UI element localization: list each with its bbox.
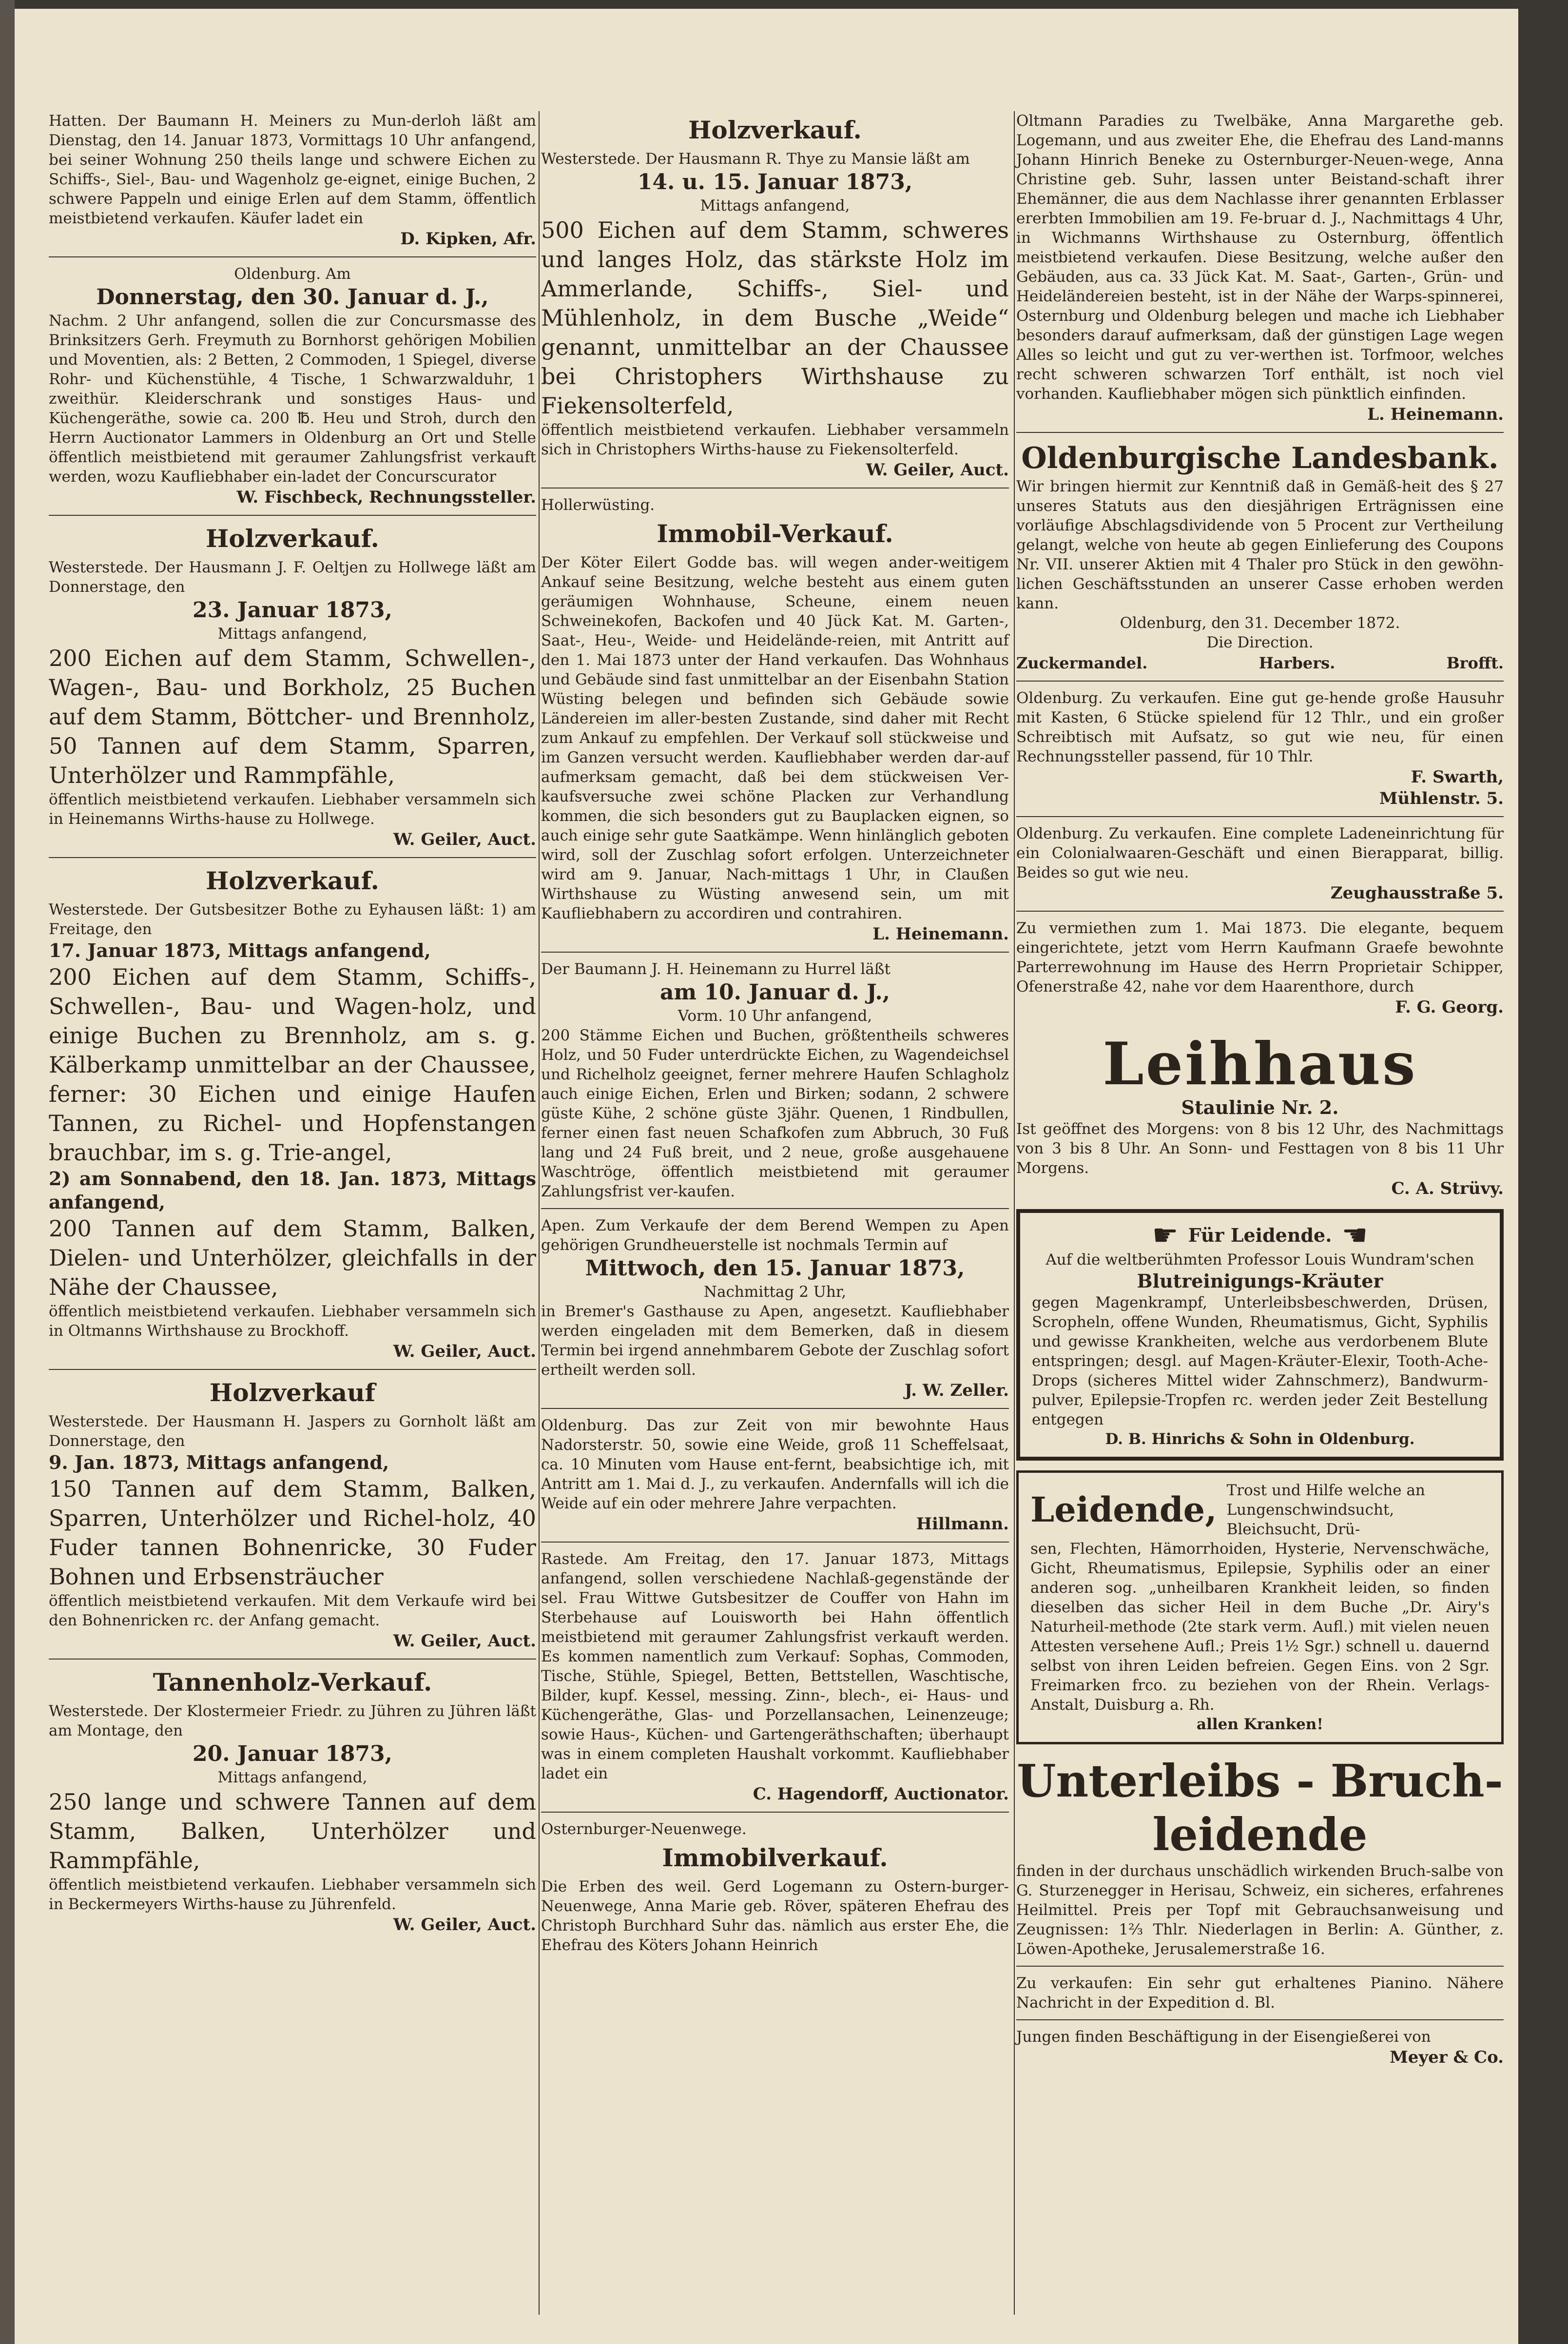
divider <box>1016 816 1504 817</box>
ad-swarth-addr: Mühlenstr. 5. <box>1379 789 1504 808</box>
ad-juehren-date: 20. Januar 1873, <box>193 1741 392 1766</box>
ad-bothe-date2: 2) am Sonnabend, den 18. Jan. 1873, Mittags anfangend, <box>49 1168 536 1213</box>
ad-pianino-text: Zu verkaufen: Ein sehr gut erhaltenes Pianino. Nähere Nachricht in der Expedition d. Bl. <box>1016 1974 1504 2012</box>
ad-heinemann-text: 200 Stämme Eichen und Buchen, größtentheils schweres Holz, und 50 Fuder unterdrückte Eichen, zu Wagendeichsel und Richelholz geeignet, ferner mehrere Haufen Schlagholz auch einige Eichen, Erlen und Birken; sodann, 2 schwere güste Kühe, 2 schöne güste 3jähr. Quenen, 1 Rindbullen, ferner einen fast neuen Schafkofen zum Abbruch, 30 Fuß lang und 24 Fuß breit, und 2 neue, große ausgehauene Waschtröge, öffentlich meistbietend mit geraumer Zahlungsfrist ver-kaufen. <box>541 1027 1009 1200</box>
ad-thye-sig: W. Geiler, Auct. <box>866 460 1009 480</box>
leihhaus-address: Staulinie Nr. 2. <box>1181 1096 1339 1118</box>
ad-jaspers-sig: W. Geiler, Auct. <box>393 1631 536 1651</box>
ad-swarth-sig: F. Swarth, <box>1411 767 1504 787</box>
ad-bothe-items1: 200 Eichen auf dem Stamm, Schiffs-, Schwellen-, Bau- und Wagen-holz, und einige Buchen zu Brennholz, am s. g. Kälberkamp unmittelbar an der Chaussee, ferner: 30 Eichen und einige Haufen Tannen, zu Richel- und Hopfenstangen brauchbar, im s. g. Trie-angel, <box>49 964 536 1166</box>
ad-juehren-sig: W. Geiler, Auct. <box>393 1915 536 1934</box>
ad-logemann-place: Osternburger-Neuenwege. <box>541 1820 747 1838</box>
kraeuter-title: Blutreinigungs-Kräuter <box>1137 1270 1383 1292</box>
ad-bothe-intro: Westerstede. Der Gutsbesitzer Bothe zu Eyhausen läßt: 1) am Freitage, den <box>49 901 536 938</box>
ad-jaspers-intro: Westerstede. Der Hausmann H. Jaspers zu Gornholt läßt am Donnerstage, den <box>49 1413 536 1450</box>
kraeuter-text: gegen Magenkrampf, Unterleibsbeschwerden, Drüsen, Scropheln, offene Wunden, Rheumatismus, Gicht, Syphilis und gewisse Krankheiten, welche aus verdorbenem Blute entspringen; desgl. auf Magen-Kräuter-Elexir, Tooth-Ache-Drops (sicheres Mittel wider Zahnschmerz), Bandwurm-pulver, Epilepsie-Tropfen rc. werden jeder Zeit Bestellung entgegen <box>1032 1294 1488 1428</box>
divider <box>1016 432 1504 433</box>
leidende-heading: Leidende, <box>1030 1489 1217 1530</box>
ad-concurs-date: Donnerstag, den 30. Januar d. J., <box>96 285 489 310</box>
divider <box>49 857 536 858</box>
ad-hahn-text: Rastede. Am Freitag, den 17. Januar 1873, Mittags anfangend, sollen verschiedene Nachlaß-gegenstände der sel. Frau Wittwe Gutsbesitzer de Couffer von Hahn im Sterbehause auf Louisworth bei Hahn öffentlich meistbietend mit geraumer Zahlungsfrist verkauft werden. Es kommen namentlich zum Verkauf: Sophas, Commoden, Tische, Stühle, Spiegel, Betten, Bettstellen, Waschtische, Bilder, kupf. Kessel, messing. Zinn-, blech-, ei- Haus- und Küchengeräthe, Glas- und Porzellansachen, Leinenzeuge; sowie Haus-, Küchen- und Gartengeräthschaften; überhaupt was in einem completen Haushalt vorkommt. Kaufliebhaber ladet ein <box>541 1550 1009 1782</box>
ad-meiners-sig: D. Kipken, Afr. <box>400 229 536 249</box>
ad-bothe-heading: Holzverkauf. <box>206 866 379 895</box>
ad-oeltjen-outro: öffentlich meistbietend verkaufen. Liebhaber versammeln sich in Heinemanns Wirths-hause zu Hollwege. <box>49 791 536 828</box>
ad-oeltjen-items: 200 Eichen auf dem Stamm, Schwellen-, Wagen-, Bau- und Borkholz, 25 Buchen auf dem Stamm, Böttcher- und Brennholz, 50 Tannen auf dem Stamm, Sparren, Unterhölzer und Rammpfähle, <box>49 645 536 788</box>
ad-wempen-intro: Apen. Zum Verkaufe der dem Berend Wempen zu Apen gehörigen Grundheuerstelle ist nochmals Termin auf <box>541 1217 1009 1254</box>
ad-logemann-heading: Immobilverkauf. <box>662 1843 888 1872</box>
landesbank-direction: Die Direction. <box>1206 634 1314 651</box>
ad-hahn-sig: C. Hagendorff, Auctionator. <box>753 1784 1009 1804</box>
ad-hillmann-text: Oldenburg. Das zur Zeit von mir bewohnte Haus Nadorsterstr. 50, sowie eine Weide, groß 11 Scheffelsaat, ca. 10 Minuten vom Hause ent-fernt, beabsichtige ich, mit Antritt am 1. Mai d. J., zu verkaufen. Andernfalls will ich die Weide auf ein oder mehrere Jahre verpachten. <box>541 1417 1009 1512</box>
landesbank-heading: Oldenburgische Landesbank. <box>1021 441 1499 475</box>
leihhaus-heading: Leihhaus <box>1103 1030 1417 1098</box>
kraeuter-heading: Für Leidende. <box>1188 1224 1332 1246</box>
ad-heinemann-intro: Der Baumann J. H. Heinemann zu Hurrel läßt <box>541 960 890 978</box>
ad-bothe-sig: W. Geiler, Auct. <box>393 1342 536 1361</box>
ad-jaspers-date: 9. Jan. 1873, Mittags anfangend, <box>49 1451 389 1473</box>
ad-logemann-cont-sig: L. Heinemann. <box>1367 405 1504 424</box>
ad-wempen-time: Nachmittag 2 Uhr, <box>703 1283 847 1301</box>
ad-concurs-place: Oldenburg. Am <box>234 265 351 283</box>
ad-thye-time: Mittags anfangend, <box>700 197 850 215</box>
ad-wempen-date: Mittwoch, den 15. Januar 1873, <box>585 1256 965 1281</box>
kraeuter-intro: Auf die weltberühmten Professor Louis Wundram'schen <box>1045 1251 1474 1269</box>
ad-wempen-text: in Bremer's Gasthause zu Apen, angesetzt. Kaufliebhaber werden eingeladen mit dem Bemerken, daß in diesem Termin bei irgend annehmbarem Gebote der Zuschlag sofort ertheilt werden soll. <box>541 1303 1009 1379</box>
ad-hillmann-sig: Hillmann. <box>916 1514 1009 1534</box>
ad-godde-text: Der Köter Eilert Godde bas. will wegen ander-weitigem Ankauf seine Besitzung, welche besteht aus einem guten geräumigen Wohnhause, Scheune, einem neuen Schweinekofen, Backofen und 40 Jück Kat. M. Garten-, Saat-, Heu-, Weide- und Heidelände-reien, mit Antritt auf den 1. Mai 1873 unter der Hand verkaufen. Das Wohnhaus und Gebäude sind fast unmittelbar an der Eisenbahn Station Wüsting belegen und befinden sich Gebäude sowie Ländereien im aller-besten Zustande, sind daher mit Recht zum Ankauf zu empfehlen. Der Verkauf soll stückweise und im Ganzen versucht werden. Kaufliebhaber werden dar-auf aufmerksam gemacht, daß bei dem stückweisen Ver-kaufsversuche zwei schöne Placken zur Verhandlung kommen, die sich besonders gut zu Bauplacken eignen, so auch einige sehr gute Saatkämpe. Wenn hinlänglich geboten wird, soll der Zuschlag sofort erfolgen. Unterzeichneter wird am 9. Januar, Nach-mittags 1 Uhr, in Claußen Wirthshause zu Wüsting anwesend sein, um mit Kaufliebhabern zu accordiren und contrahiren. <box>541 554 1009 922</box>
ad-concurs-text: Nachm. 2 Uhr anfangend, sollen die zur Concursmasse des Brinksitzers Gerh. Freymuth zu Bornhorst gehörigen Mobilien und Moventien, als: 2 Betten, 2 Commoden, 1 Spiegel, diverse Rohr- und Küchenstühle, 4 Tische, 1 Schwarzwalduhr, 1 zweithür. Kleiderschrank und sonstiges Haus- und Küchengeräthe, sowie ca. 200 ℔. Heu und Stroh, durch den Herrn Auctionator Lammers in Oldenburg an Ort und Stelle öffentlich meistbietend mit geraumer Zahlungsfrist verkauft werden, wozu Kaufliebhaber ein-ladet der Concurscurator <box>49 312 536 486</box>
newspaper-page <box>15 9 1518 2344</box>
kraeuter-sig: D. B. Hinrichs & Sohn in Oldenburg. <box>1105 1430 1415 1448</box>
leihhaus-text: Ist geöffnet des Morgens: von 8 bis 12 Uhr, des Nachmittags von 3 bis 8 Uhr. An Sonn- und Festtagen von 8 bis 11 Uhr Morgens. <box>1016 1120 1504 1177</box>
ad-juehren-outro: öffentlich meistbietend verkaufen. Liebhaber versammeln sich in Beckermeyers Wirths-hause zu Jührenfeld. <box>49 1876 536 1913</box>
pointing-hand-left-icon: ☚ <box>1341 1218 1368 1252</box>
ad-bothe-items2: 200 Tannen auf dem Stamm, Balken, Dielen- und Unterhölzer, gleichfalls in der Nähe der Chaussee, <box>49 1215 536 1300</box>
divider <box>1016 681 1504 682</box>
divider <box>541 1812 1009 1813</box>
divider <box>541 952 1009 953</box>
ad-concurs-sig: W. Fischbeck, Rechnungssteller. <box>236 488 536 507</box>
leidende-footer: allen Kranken! <box>1197 1716 1323 1733</box>
ad-juehren-intro: Westerstede. Der Klostermeier Friedr. zu Jühren zu Jühren läßt am Montage, den <box>49 1702 536 1739</box>
ad-juehren-time: Mittags anfangend, <box>217 1769 368 1786</box>
ad-oeltjen-intro: Westerstede. Der Hausmann J. F. Oeltjen zu Hollwege läßt am Donnerstage, den <box>49 559 536 596</box>
column-1 <box>49 111 536 1935</box>
leidende-text: sen, Flechten, Hämorrhoiden, Hysterie, Nervenschwäche, Gicht, Rheumatismus, Epilepsie, Syphilis oder an einer anderen sog. „unheilbaren Krankheit leiden, so finden dieselben das sicher Heil in dem Buche „Dr. Airy's Naturheil-methode (2te stark verm. Aufl.) mit vielen neuen Attesten versehene Aufl.; Preis 1½ Sgr.) schnell u. dauernd selbst von ihren Leiden befreien. Gegen Eins. von 2 Sgr. Freimarken frco. zu beziehen von der Rhein. Verlags-Anstalt, Duisburg a. Rh. <box>1030 1540 1490 1714</box>
ad-godde-sig: L. Heinemann. <box>872 924 1009 944</box>
divider <box>541 1208 1009 1209</box>
ad-bothe-outro: öffentlich meistbietend verkaufen. Liebhaber versammeln sich in Oltmanns Wirthshause zu Brockhoff. <box>49 1303 536 1340</box>
ad-oeltjen-date: 23. Januar 1873, <box>193 598 392 623</box>
scan-margin <box>0 0 15 2344</box>
signature-2: Harbers. <box>1258 654 1336 672</box>
divider <box>1016 1966 1504 1967</box>
ad-jaspers-items: 150 Tannen auf dem Stamm, Balken, Sparren, Unterhölzer und Richel-holz, 40 Fuder tannen Bohnenricke, 30 Fuder Bohnen und Erbsensträucher <box>49 1476 536 1590</box>
landesbank-signatures <box>1016 652 1504 674</box>
ad-jaspers-heading: Holzverkauf <box>209 1378 376 1407</box>
ad-eisengiesserei-text: Jungen finden Beschäftigung in der Eisengießerei von <box>1016 2028 1431 2046</box>
ad-eisengiesserei-sig: Meyer & Co. <box>1390 2048 1504 2067</box>
ad-thye-intro: Westerstede. Der Hausmann R. Thye zu Mansie läßt am <box>541 150 970 168</box>
bruch-heading: Unterleibs - Bruch-leidende <box>1017 1755 1503 1861</box>
divider <box>49 1369 536 1370</box>
divider <box>541 1542 1009 1543</box>
ad-oeltjen-sig: W. Geiler, Auct. <box>393 830 536 849</box>
leihhaus-sig: C. A. Strüvy. <box>1391 1179 1504 1198</box>
ad-heinemann-time: Vorm. 10 Uhr anfangend, <box>678 1007 872 1025</box>
ad-meiners-text: Hatten. Der Baumann H. Meiners zu Mun-derloh läßt am Dienstag, den 14. Januar 1873, Vormittags 10 Uhr anfangend, bei seiner Wohnung 250 theils lange und schwere Eichen zu Schiffs-, Siel-, Bau- und Wagenholz ge-eignet, einige Buchen, 2 schwere Pappeln und einige Erlen auf dem Stamm, öffentlich meistbietend verkaufen. Käufer ladet ein <box>49 112 536 227</box>
signature-1: Zuckermandel. <box>1016 654 1148 672</box>
divider <box>49 515 536 516</box>
ad-vermiethen-text: Zu vermiethen zum 1. Mai 1873. Die elegante, bequem eingerichtete, jetzt vom Herrn Kaufmann Graefe bewohnte Parterrewohnung im Hause des Herrn Proprietair Schipper, Ofenerstraße 42, nahe vor dem Haarenthore, durch <box>1016 919 1504 996</box>
signature-3: Brofft. <box>1446 654 1504 672</box>
ad-wempen-sig: J. W. Zeller. <box>904 1381 1009 1400</box>
divider <box>49 256 536 257</box>
ad-logemann-cont-text: Oltmann Paradies zu Twelbäke, Anna Margarethe geb. Logemann, und aus zweiter Ehe, die Ehefrau des Land-manns Johann Hinrich Beneke zu Osternburger-Neuen-wege, Anna Christine geb. Suhr, lassen unter Beistand-schaft ihrer Ehemänner, die aus dem Nachlasse ihrer genannten Erblasser ererbten Immobilien am 19. Fe-bruar d. J., Nachmittags 4 Uhr, in Wichmanns Wirthshause zu Osternburg, öffentlich meistbietend verkaufen. Diese Besitzung, welche außer den Gebäuden, aus ca. 33 Jück Kat. M. Saat-, Garten-, Grün- und Heideländereien besteht, ist in der Nähe der Warps-spinnerei, Osternburg und Oldenburg belegen und mache ich Liebhaber besonders darauf aufmerksam, daß der günstigen Lage wegen Alles so leicht und gut zu ver-werthen ist. Torfmoor, welches recht schweren schwarzen Torf enthält, ist noch viel vorhanden. Kaufliebhaber mögen sich pünktlich einfinden. <box>1016 112 1504 403</box>
ad-kraeuter-box <box>1016 1209 1504 1461</box>
column-3 <box>1016 111 1504 2068</box>
column-rule <box>1014 111 1015 2315</box>
ad-jaspers-outro: öffentlich meistbietend verkaufen. Mit dem Verkaufe wird bei den Bohnenricken rc. der Anfang gemacht. <box>49 1592 536 1629</box>
ad-oeltjen-time: Mittags anfangend, <box>217 625 368 643</box>
ad-thye-date: 14. u. 15. Januar 1873, <box>637 170 913 195</box>
ad-laden-addr: Zeughausstraße 5. <box>1330 883 1504 903</box>
leidende-subhead: Trost und Hilfe welche an Lungenschwindsucht, Bleichsucht, Drü- <box>1226 1482 1425 1538</box>
ad-heinemann-date: am 10. Januar d. J., <box>659 980 890 1005</box>
landesbank-place: Oldenburg, den 31. December 1872. <box>1120 614 1400 632</box>
ad-logemann-text: Die Erben des weil. Gerd Logemann zu Ostern-burger-Neuenwege, Anna Marie geb. Röver, späteren Ehefrau des Christoph Burchhard Suhr das. nämlich aus erster Ehe, die Ehefrau des Köters Johann Heinrich <box>541 1878 1009 1954</box>
ad-swarth-text: Oldenburg. Zu verkaufen. Eine gut ge-hende große Hausuhr mit Kasten, 6 Stücke spielend für 12 Thlr., und ein großer Schreibtisch mit Aufsatz, so gut wie neu, für einen Rechnungssteller passend, für 10 Thlr. <box>1016 689 1504 765</box>
divider <box>1016 911 1504 912</box>
ad-thye-outro: öffentlich meistbietend verkaufen. Liebhaber versammeln sich in Christophers Wirths-hause zu Fiekensolterfeld. <box>541 421 1009 458</box>
landesbank-text: Wir bringen hiermit zur Kenntniß daß in Gemäß-heit des § 27 unseres Statuts aus den diesjährigen Erträgnissen eine vorläufige Abschlagsdividende von 5 Procent zur Vertheilung gelangt, welche von heute ab gegen Einlieferung des Coupons Nr. VII. unserer Aktien mit 4 Thaler pro Stück in den gewöhn-lichen Geschäftsstunden an unserer Casse erhoben werden kann. <box>1016 478 1504 612</box>
bruch-text: finden in der durchaus unschädlich wirkenden Bruch-salbe von G. Sturzenegger in Herisau, Schweiz, ein sicheres, erfahrenes Heilmittel. Preis per Topf mit Gebrauchsanweisung und Zeugnissen: 1⅔ Thlr. Niederlagen in Berlin: A. Günther, z. Löwen-Apotheke, Jerusalemerstraße 16. <box>1016 1862 1504 1958</box>
ad-oeltjen-heading: Holzverkauf. <box>206 524 379 553</box>
ad-thye-items: 500 Eichen auf dem Stamm, schweres und langes Holz, das stärkste Holz im Ammerlande, Schiffs-, Siel- und Mühlenholz, in dem Busche „Weide“ genannt, unmittelbar an der Chaussee bei Christophers Wirthshause zu Fiekensolterfeld, <box>541 217 1009 419</box>
ad-godde-heading: Immobil-Verkauf. <box>657 519 893 548</box>
divider <box>49 1659 536 1660</box>
pointing-hand-right-icon: ☛ <box>1152 1218 1179 1252</box>
column-rule <box>539 111 540 2315</box>
ad-juehren-items: 250 lange und schwere Tannen auf dem Stamm, Balken, Unterhölzer und Rammpfähle, <box>49 1789 536 1874</box>
divider <box>541 1408 1009 1409</box>
column-2 <box>541 111 1009 1955</box>
ad-godde-place: Hollerwüsting. <box>541 496 655 514</box>
ad-bothe-date1: 17. Januar 1873, Mittags anfangend, <box>49 939 431 961</box>
ad-leidende-box <box>1016 1470 1504 1744</box>
ad-vermiethen-sig: F. G. Georg. <box>1395 997 1504 1017</box>
ad-laden-text: Oldenburg. Zu verkaufen. Eine complete Ladeneinrichtung für ein Colonialwaaren-Geschäft und einen Bierapparat, billig. Beides so gut wie neu. <box>1016 825 1504 881</box>
ad-juehren-heading: Tannenholz-Verkauf. <box>153 1668 432 1697</box>
ad-thye-heading: Holzverkauf. <box>688 116 862 144</box>
divider <box>1016 2019 1504 2020</box>
